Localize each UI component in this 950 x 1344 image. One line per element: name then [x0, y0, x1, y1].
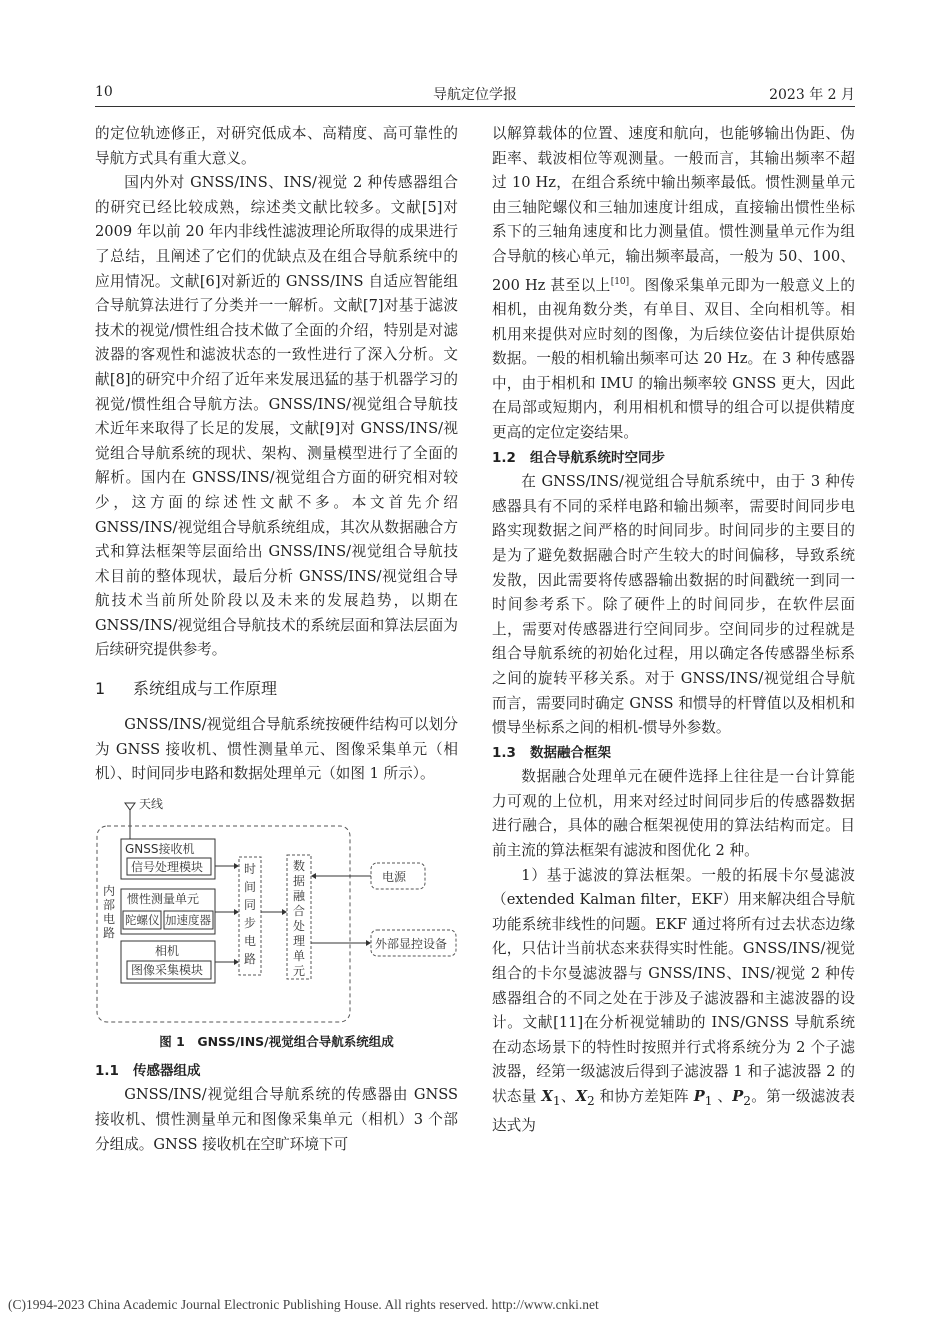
paragraph: GNSS/INS/视觉组合导航系统按硬件结构可以划分为 GNSS 接收机、惯性测量单元、图像采集单元（相机）、时间同步电路和数据处理单元（如图 1 所示）。 — [95, 716, 458, 783]
var-x2: X — [575, 1088, 588, 1106]
internal-label-char: 电 — [103, 911, 116, 926]
imu-label: 惯性测量单元 — [127, 891, 200, 906]
figure-caption: 图 1 GNSS/INS/视觉组合导航系统组成 — [159, 1033, 394, 1049]
camera-label: 相机 — [155, 943, 180, 958]
paragraph: 的定位轨迹修正，对研究低成本、高精度、高可靠性的导航方式具有重大意义。 — [95, 125, 458, 167]
connection-arrows — [215, 866, 235, 962]
section-number: 1 — [95, 679, 106, 699]
paragraph: 国内外对 GNSS/INS、INS/视觉 2 种传感器组合的研究已经比较成熟，综述类文献比较多。文献[5]对 2009 年以前 20 年内非线性滤波理论所取得的成果进行了总结，且阐述了它们的优缺点及在组合导航系统中的应用情况。文献[6]对新近的 GNSS/INS 自适应智能组合导航算法进行了分类并一一解析。文献[7]对基于滤波技术的视觉/惯性组合技术做了全面的介绍，特别是对滤波器的客观性和滤波状态的一致性进行了深入分析。文献[8]的研究中介绍了近年来发展迅猛的基于机器学习的视觉/惯性组合导航方法。GNSS/INS/视觉组合导航技术近年来取得了长足的发展，文献[9]对 GNSS/INS/视觉组合导航系统的现状、架构、测量模型进行了全面的解析。国内在 GNSS/INS/视觉组合方面的研究相对较少，这方面的综述性文献不多。本文首先介绍 GNSS/INS/视觉组合导航系统组成，其次从数据融合方式和算法框架等层面给出 GNSS/INS/视觉组合导航技术目前的整体现状，最后分析 GNSS/INS/视觉组合导航技术当前所处阶段以及未来的发展趋势，以期在 GNSS/INS/视觉组合导航技术的系统层面和算法层面为后续研究提供参考。 — [95, 174, 458, 659]
paragraph — [492, 122, 855, 446]
var-p2: P — [732, 1088, 744, 1106]
journal-title: 导航定位学报 — [433, 87, 517, 103]
ts-fusion-arrow — [282, 909, 287, 915]
subscript: 1 — [552, 1093, 561, 1108]
antenna-icon — [125, 803, 135, 839]
fusion-char: 处 — [293, 918, 306, 933]
gyro-label: 陀螺仪 — [125, 912, 160, 927]
fusion-char: 元 — [293, 963, 306, 978]
time-sync-char: 路 — [244, 951, 257, 966]
figure-1 — [95, 797, 458, 1027]
fusion-char: 单 — [293, 948, 306, 963]
section-number: 1.2 — [492, 449, 516, 466]
section-title: 系统组成与工作原理 — [133, 679, 278, 699]
copyright-footer: (C)1994-2023 China Academic Journal Electronic Publishing House. All rights reserved. http://www.cnki.net — [8, 1297, 599, 1312]
text-run: 1）基于滤波的算法框架。一般的拓展卡尔曼滤波（extended Kalman filter，EKF）用来解决组合导航功能系统非线性的问题。EKF 通过将所有过去状态边缘化，只估计当前状态来获得实时性能。GNSS/INS/视觉组合的卡尔曼滤波器与 GNSS/INS、INS/视觉 2 种传感器组合的不同之处在于涉及子滤波器和主滤波器的设计。文献[11]在分析视觉辅助的 INS/GNSS 导航系统在动态场景下的特性时按照并行式将系统分为 2 个子滤波器，经第一级滤波后得到子滤波器 1 和子滤波器 2 的状态量 — [492, 866, 855, 1106]
var-x1: X — [541, 1088, 553, 1106]
text-run: 。第一级滤波表达式为 — [492, 1088, 855, 1134]
var-p1: P — [693, 1088, 705, 1106]
separator: 、 — [560, 1088, 576, 1106]
time-sync-char: 电 — [244, 933, 257, 948]
accel-label: 加速度器 — [165, 912, 211, 927]
section-number: 1.1 — [95, 1062, 119, 1079]
section-number: 1.3 — [492, 744, 516, 761]
fusion-char: 数 — [293, 858, 306, 873]
text-run: 和协方差矩阵 — [594, 1088, 694, 1106]
section-title: 数据融合框架 — [530, 744, 611, 761]
signal-module-label: 信号处理模块 — [131, 859, 204, 874]
fusion-char: 据 — [293, 873, 306, 888]
subsection-heading — [492, 446, 855, 471]
text-run: 以解算载体的位置、速度和航向，也能够输出伪距、伪距率、载波相位等观测量。一般而言，其输出频率不超过 10 Hz，在组合系统中输出频率最低。惯性测量单元由三轴陀螺仪和三轴加速度计组成，直接输出惯性坐标系下的三轴角速度和比力测量值。惯性测量单元作为组合导航的核心单元，输出频率最高，一般为 50、100、200 Hz 甚至以上 — [492, 125, 855, 294]
external-display-label: 外部显控设备 — [375, 936, 448, 951]
time-sync-char: 时 — [244, 861, 257, 876]
fusion-char: 融 — [293, 888, 306, 903]
fusion-char: 合 — [293, 903, 306, 918]
time-sync-char: 同 — [244, 897, 257, 912]
arrow-heads — [234, 863, 239, 965]
internal-label-char: 部 — [103, 897, 116, 912]
internal-label-char: 内 — [103, 883, 116, 898]
section-heading — [95, 677, 458, 701]
subscript: 1 — [704, 1093, 713, 1108]
power-label: 电源 — [382, 869, 407, 884]
subsection-heading — [492, 741, 855, 766]
internal-label-char: 路 — [103, 925, 116, 940]
paragraph: 在 GNSS/INS/视觉组合导航系统中，由于 3 种传感器具有不同的采样电路和输出频率，需要时间同步电路实现数据之间严格的时间同步。时间同步的主要目的是为了避免数据融合时产生较大的时间偏移，导致系统发散，因此需要将传感器输出数据的时间戳统一到同一时间参考系下。除了硬件上的时间同步，在软件层面上，需要对传感器进行空间同步。空间同步的过程就是组合导航系统的初始化过程，用以确定各传感器坐标系之间的旋转平移关系。对于 GNSS/INS/视觉组合导航而言，需要同时确定 GNSS 和惯导的杆臂值以及相机和惯导坐标系之间的相机-惯导外参数。 — [492, 473, 855, 737]
section-title: 传感器组成 — [133, 1062, 201, 1079]
time-sync-char: 步 — [244, 915, 257, 930]
image-module-label: 图像采集模块 — [131, 962, 204, 977]
subsection-heading — [95, 1059, 458, 1084]
subscript: 2 — [587, 1093, 595, 1108]
system-diagram — [95, 797, 458, 1027]
section-title: 组合导航系统时空同步 — [530, 449, 665, 466]
antenna-label: 天线 — [139, 796, 164, 811]
paragraph — [492, 864, 855, 1138]
external-arrow — [366, 940, 371, 946]
citation: [10] — [610, 276, 630, 287]
paragraph: GNSS/INS/视觉组合导航系统的传感器由 GNSS 接收机、惯性测量单元和图像采集单元（相机）3 个部分组成。GNSS 接收机在空旷环境下可 — [95, 1086, 458, 1153]
page-number: 10 — [95, 84, 113, 100]
issue-date: 2023 年 2 月 — [769, 87, 855, 103]
header-rule — [95, 106, 855, 107]
left-column — [95, 122, 458, 1157]
gnss-receiver-label: GNSS接收机 — [125, 841, 195, 856]
separator: 、 — [712, 1088, 733, 1106]
text-run: 。图像采集单元即为一般意义上的相机，由视角数分类，有单目、双目、全向相机等。相机用来提供对应时刻的图像，为后续位姿估计提供原始数据。一般的相机输出频率可达 20 Hz。在 3 种传感器中，由于相机和 IMU 的输出频率较 GNSS 更大，因此在局部或短期内，利用相机和惯导的组合可以提供精度更高的定位定姿结果。 — [492, 276, 855, 441]
time-sync-char: 间 — [244, 879, 257, 894]
subscript: 2 — [743, 1093, 751, 1108]
paragraph: 数据融合处理单元在硬件选择上往往是一台计算能力可观的上位机，用来对经过时间同步后的传感器数据进行融合，具体的融合框架视使用的算法结构而定。目前主流的算法框架有滤波和图优化 2 种。 — [492, 768, 855, 860]
right-column — [492, 122, 855, 1138]
fusion-char: 理 — [293, 933, 306, 948]
power-arrow — [311, 873, 316, 879]
